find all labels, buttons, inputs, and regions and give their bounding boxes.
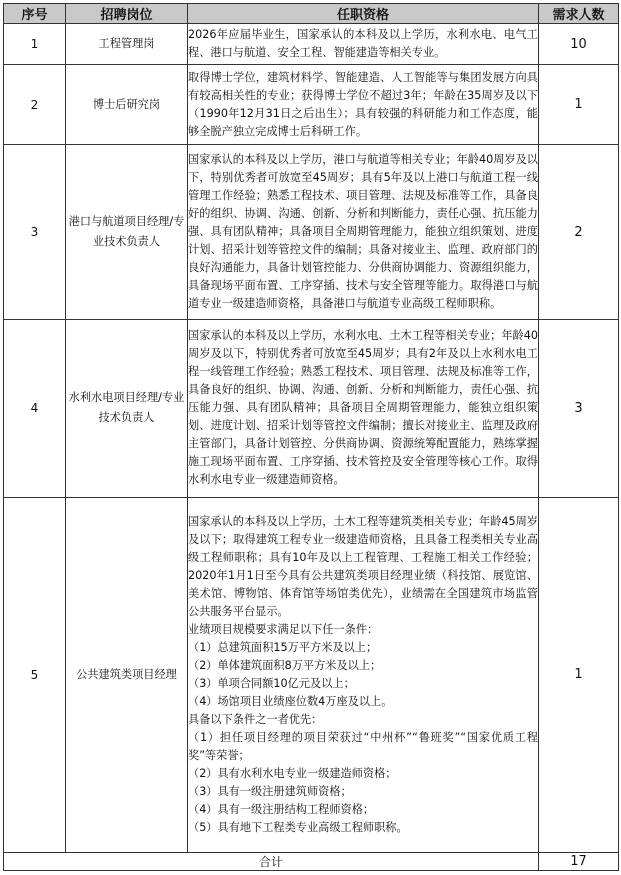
- requirement-text: （1）担任项目经理的项目荣获过“中州杯”“鲁班奖”“国家优质工程奖”等荣誉；: [188, 730, 538, 762]
- row-index: 4: [4, 320, 66, 498]
- table-row: [4, 320, 619, 498]
- row-count: 2: [539, 145, 619, 320]
- table-row: [4, 65, 619, 145]
- row-index: 2: [4, 65, 66, 145]
- header-position: 招聘岗位: [66, 4, 188, 24]
- row-count: 1: [539, 497, 619, 852]
- requirement-text: 2026年应届毕业生，国家承认的本科及以上学历，水利水电、电气工程、港口与航道、安全工程、智能建造等相关专业。: [188, 28, 538, 60]
- header-requirements: 任职资格: [188, 4, 539, 24]
- row-position: 博士后研究岗: [66, 65, 188, 145]
- table-row: [4, 497, 619, 852]
- total-count: 17: [539, 852, 619, 870]
- row-requirements: [188, 65, 539, 145]
- row-index: 3: [4, 145, 66, 320]
- row-count: 1: [539, 65, 619, 145]
- requirement-text: 国家承认的本科及以上学历，土木工程等建筑类相关专业；年龄45周岁及以下；取得建筑工程专业一级建造师资格，且具备工程类相关专业高级工程师职称；具有10年及以上工程管理、工程施工相关工作经验；2020年1月1日至今具有公共建筑类项目经理业绩（科技馆、展览馆、美术馆、博物馆、体育馆等场馆类优先），业绩需在全国建筑市场监管公共服务平台显示。: [188, 514, 538, 618]
- row-position: 水利水电项目经理/专业技术负责人: [66, 320, 188, 498]
- row-requirements: [188, 497, 539, 852]
- recruitment-table: [3, 3, 619, 871]
- requirement-text: （1）总建筑面积15万平方米及以上；: [188, 640, 378, 654]
- requirement-text: （5）具有地下工程类专业高级工程师职称。: [188, 820, 408, 834]
- row-requirements: [188, 145, 539, 320]
- table-row: [4, 145, 619, 320]
- requirement-text: （2）具有水利水电专业一级建造师资格；: [188, 766, 397, 780]
- requirement-text: （3）单项合同额10亿元及以上；: [188, 676, 355, 690]
- table-header-row: [4, 4, 619, 24]
- row-count: 3: [539, 320, 619, 498]
- requirement-text: （2）单体建筑面积8万平方米及以上；: [188, 658, 382, 672]
- requirement-text: 业绩项目规模要求满足以下任一条件：: [188, 622, 379, 636]
- header-count: 需求人数: [539, 4, 619, 24]
- table-row: [4, 24, 619, 65]
- requirement-text: （4）具有一级注册结构工程师资格；: [188, 802, 375, 816]
- requirement-text: （3）具有一级注册建筑师资格；: [188, 784, 352, 798]
- total-label: 合计: [4, 852, 539, 870]
- row-index: 1: [4, 24, 66, 65]
- row-position: 工程管理岗: [66, 24, 188, 65]
- row-count: 10: [539, 24, 619, 65]
- row-requirements: [188, 24, 539, 65]
- row-index: 5: [4, 497, 66, 852]
- requirement-text: 国家承认的本科及以上学历，港口与航道等相关专业；年龄40周岁及以下，特别优秀者可放宽至45周岁；具有5年及以上港口与航道工程一线管理工作经验；熟悉工程技术、项目管理、法规及标准等工作，具备良好的组织、协调、沟通、创新、分析和判断能力，责任心强、抗压能力强、具有团队精神；具备项目全周期管理能力，能独立组织策划、进度计划、招采计划等管控文件的编制；具备对接业主、监理、政府部门的良好沟通能力，具备计划管控能力、分供商协调能力、资源组织能力，具备现场平面布置、工序穿插、技术与安全管理等能力。取得港口与航道专业一级建造师资格，具备港口与航道专业高级工程师职称。: [188, 153, 538, 311]
- row-requirements: [188, 320, 539, 498]
- row-position: 港口与航道项目经理/专业技术负责人: [66, 145, 188, 320]
- requirement-text: 取得博士学位，建筑材料学、智能建造、人工智能等与集团发展方向具有较高相关性的专业；获得博士学位不超过3年；年龄在35周岁及以下（1990年12月31日之后出生）；具有较强的科研能力和工作态度，能够全脱产独立完成博士后科研工作。: [188, 70, 538, 138]
- row-position: 公共建筑类项目经理: [66, 497, 188, 852]
- header-index: 序号: [4, 4, 66, 24]
- requirement-text: 国家承认的本科及以上学历，水利水电、土木工程等相关专业；年龄40周岁及以下，特别优秀者可放宽至45周岁；具有2年及以上水利水电工程一线管理工作经验；熟悉工程技术、项目管理、法规及标准等工作，具备良好的组织、协调、沟通、创新、分析和判断能力，责任心强、抗压能力强、具有团队精神；具备项目全周期管理能力，能独立组织策划、进度计划、招采计划等管控文件编制；擅长对接业主、监理及政府主管部门，具备计划管控、分供商协调、资源统筹配置能力，熟练掌握施工现场平面布置、工序穿插、技术管控及安全管理等核心工作。取得水利水电专业一级建造师资格。: [188, 329, 538, 487]
- requirement-text: （4）场馆项目业绩座位数4万座及以上。: [188, 694, 393, 708]
- total-row: [4, 852, 619, 870]
- requirement-text: 具备以下条件之一者优先：: [188, 712, 323, 726]
